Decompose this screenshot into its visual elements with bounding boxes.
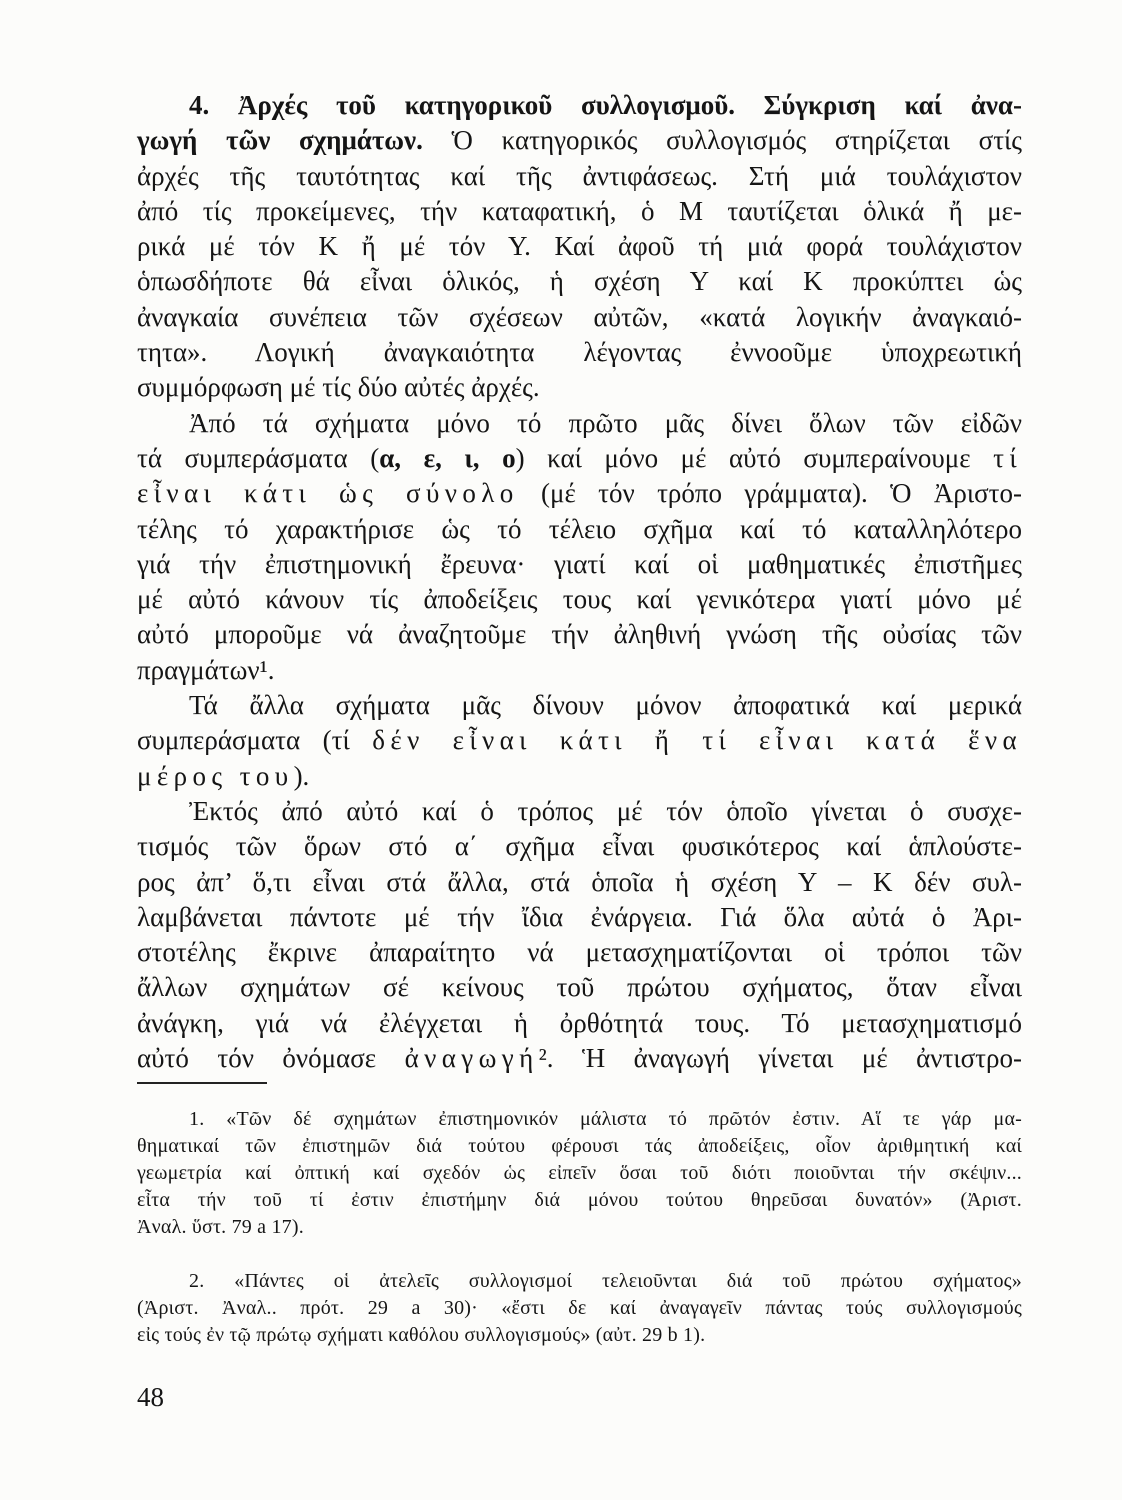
footnote-1 — [137, 1106, 1022, 1241]
bold-text: α, ε, ι, ο — [379, 442, 516, 473]
text-line — [137, 582, 1022, 617]
text-line — [137, 406, 1022, 441]
text-run: ). — [293, 760, 310, 791]
text-line — [137, 512, 1022, 547]
text-run: Τά ἄλλα σχήματα μᾶς δίνουν μόνον ἀποφατικά καί μερικά — [189, 690, 1022, 721]
text-run: εἰς τούς ἐν τῷ πρώτῳ σχήματι καθόλου συλλογισμούς» (αὐτ. 29 b 1). — [137, 1324, 706, 1346]
spaced-emphasis-text: μέρος του — [137, 760, 294, 791]
text-run: πραγμάτων¹. — [137, 654, 275, 685]
footnote-text — [137, 1106, 1022, 1241]
spaced-emphasis-text: τί — [993, 442, 1022, 473]
text-line — [137, 1106, 1022, 1133]
text-run: Ἐκτός ἀπό αὐτό καί ὁ τρόπος μέ τόν ὁποῖο γίνεται ὁ συσχε- — [189, 795, 1022, 826]
text-line — [137, 1160, 1022, 1187]
text-run: συμπεράσματα (τί — [137, 725, 373, 756]
footnote-text — [137, 1268, 1022, 1349]
text-run: τά συμπεράσματα ( — [137, 442, 380, 473]
page-number: 48 — [137, 1382, 164, 1412]
text-line — [137, 476, 1022, 511]
main-text-block — [137, 88, 1022, 1076]
text-line — [137, 723, 1022, 758]
text-line — [137, 759, 1022, 794]
text-line — [137, 1187, 1022, 1214]
text-run: Ἀπό τά σχήματα μόνο τό πρῶτο μᾶς δίνει ὅλων τῶν εἰδῶν — [189, 407, 1022, 438]
text-line — [137, 900, 1022, 935]
footnote-2 — [137, 1268, 1022, 1349]
text-run: ἄλλων σχημάτων σέ κείνους τοῦ πρώτου σχήματος, ὅταν εἶναι — [137, 972, 1022, 1003]
text-line — [137, 370, 1022, 405]
text-line — [137, 264, 1022, 299]
text-line — [137, 617, 1022, 652]
text-run: (μέ τόν τρόπο γράμματα). Ὁ Ἀριστο- — [518, 478, 1022, 509]
text-run: στοτέλης ἔκρινε ἀπαραίτητο νά μετασχηματίζονται οἱ τρόποι τῶν — [137, 937, 1022, 968]
text-line — [137, 653, 1022, 688]
text-line — [137, 688, 1022, 723]
body-paragraph — [137, 794, 1022, 1076]
text-run: ρικά μέ τόν Κ ἤ μέ τόν Υ. Καί ἀφοῦ τή μιά φορά τουλάχιστον — [137, 231, 1022, 262]
text-run: γιά τήν ἐπιστημονική ἔρευνα· γιατί καί οἱ μαθηματικές ἐπιστῆμες — [137, 548, 1022, 579]
body-paragraph — [137, 406, 1022, 688]
text-run: ἀρχές τῆς ταυτότητας καί τῆς ἀντιφάσεως. Στή μιά τουλάχιστον — [137, 160, 1022, 191]
text-run: ἀνάγκη, γιά νά ἐλέγχεται ἡ ὀρθότητά τους. Τό μετασχηματισμό — [137, 1007, 1022, 1038]
text-line — [137, 1041, 1022, 1076]
text-run: 1. «Τῶν δέ σχημάτων ἐπιστημονικόν μάλιστα τό πρῶτόν ἐστιν. Αἵ τε γάρ μα- — [189, 1108, 1022, 1130]
text-line — [137, 970, 1022, 1005]
text-line — [137, 935, 1022, 970]
text-line — [137, 1295, 1022, 1322]
text-line — [137, 123, 1022, 158]
text-run: αὐτό μποροῦμε νά ἀναζητοῦμε τήν ἀληθινή γνώση τῆς οὐσίας τῶν — [137, 619, 1022, 650]
text-run: ὁπωσδήποτε θά εἶναι ὁλικός, ἡ σχέση Υ καί Κ προκύπτει ὡς — [137, 266, 1022, 297]
text-run: τισμός τῶν ὅρων στό α΄ σχῆμα εἶναι φυσικότερος καί ἁπλούστε- — [137, 831, 1022, 862]
bold-text: 4. Ἀρχές τοῦ κατηγορικοῦ συλλογισμοῦ. Σύγκριση καί ἀνα- — [189, 90, 1022, 120]
text-line — [137, 794, 1022, 829]
text-run: (Ἀριστ. Ἀναλ.. πρότ. 29 a 30)· «ἔστι δε καί ἀναγαγεῖν πάντας τούς συλλογισμούς — [137, 1297, 1022, 1319]
text-run: Ὁ κατηγορικός συλλογισμός στηρίζεται στίς — [422, 125, 1022, 156]
spaced-emphasis-text: ἀναγωγή — [404, 1043, 539, 1074]
text-run: ρος ἀπ’ ὅ,τι εἶναι στά ἄλλα, στά ὁποῖα ἡ σχέση Υ – Κ δέν συλ- — [137, 866, 1022, 897]
text-line — [137, 229, 1022, 264]
text-line — [137, 300, 1022, 335]
text-line — [137, 1322, 1022, 1349]
bold-text: γωγή τῶν σχημάτων. — [137, 125, 423, 156]
text-run: τέλης τό χαρακτήρισε ὡς τό τέλειο σχῆμα καί τό καταλληλότερο — [137, 513, 1022, 544]
text-run: ἀπό τίς προκείμενες, τήν καταφατική, ὁ Μ ταυτίζεται ὁλικά ἤ με- — [137, 195, 1022, 226]
text-run: 2. «Πάντες οἱ ἀτελεῖς συλλογισμοί τελειοῦνται διά τοῦ πρώτου σχήματος» — [189, 1270, 1022, 1292]
text-line — [137, 865, 1022, 900]
text-run: συμμόρφωση μέ τίς δύο αὐτές ἀρχές. — [137, 372, 540, 403]
text-line — [137, 1214, 1022, 1241]
text-run: ) καί μόνο μέ αὐτό συμπεραίνουμε — [515, 442, 994, 473]
text-line — [137, 547, 1022, 582]
text-line — [137, 335, 1022, 370]
text-line — [137, 194, 1022, 229]
text-line — [137, 829, 1022, 864]
text-line — [137, 88, 1022, 123]
spaced-emphasis-text: εἶναι κάτι ὡς σύνολο — [137, 478, 519, 509]
body-paragraph — [137, 688, 1022, 794]
spaced-emphasis-text: δέν εἶναι κάτι ἤ τί εἶναι κατά ἕνα — [372, 725, 1022, 756]
text-run: εἶτα τήν τοῦ τί ἐστιν ἐπιστήμην διά μόνου τούτου θηρεῦσαι δυνατόν» (Ἀριστ. — [137, 1189, 1022, 1211]
text-run: θηματικαί τῶν ἐπιστημῶν διά τούτου φέρουσι τάς ἀποδείξεις, οἷον ἀριθμητική καί — [137, 1135, 1022, 1157]
text-line — [137, 441, 1022, 476]
text-run: μέ αὐτό κάνουν τίς ἀποδείξεις τους καί γενικότερα γιατί μόνο μέ — [137, 584, 1022, 615]
text-run: γεωμετρία καί ὀπτική καί σχεδόν ὡς εἰπεῖν ὅσαι τοῦ διότι ποιοῦνται τήν σκέψιν... — [137, 1162, 1022, 1184]
text-line — [137, 1006, 1022, 1041]
text-run: αὐτό τόν ὀνόμασε — [137, 1043, 405, 1074]
text-line — [137, 159, 1022, 194]
text-run: ². Ἡ ἀναγωγή γίνεται μέ ἀντιστρο- — [538, 1043, 1022, 1074]
text-run: Ἀναλ. ὕστ. 79 a 17). — [137, 1216, 304, 1238]
text-run: λαμβάνεται πάντοτε μέ τήν ἴδια ἐνάργεια. Γιά ὅλα αὐτά ὁ Ἀρι- — [137, 901, 1022, 932]
footnote-separator-rule — [137, 1082, 267, 1084]
text-line — [137, 1133, 1022, 1160]
text-run: ἀναγκαία συνέπεια τῶν σχέσεων αὐτῶν, «κατά λογικήν ἀναγκαιό- — [137, 301, 1022, 332]
body-paragraph — [137, 88, 1022, 406]
text-line — [137, 1268, 1022, 1295]
text-run: τητα». Λογική ἀναγκαιότητα λέγοντας ἐννοοῦμε ὑποχρεωτική — [137, 337, 1022, 368]
